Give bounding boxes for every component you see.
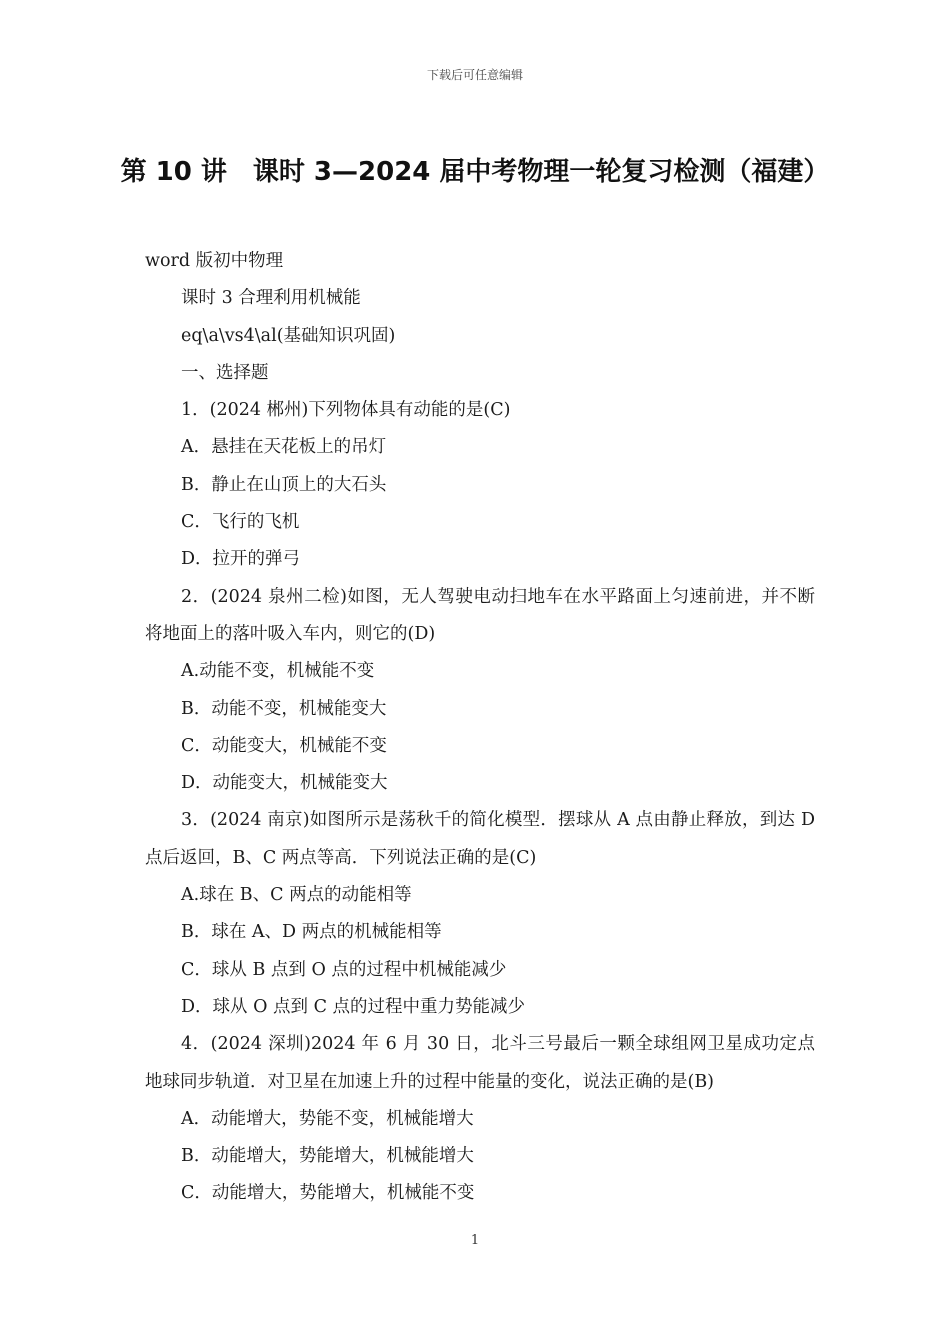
section-label: eq\a\vs4\al(基础知识巩固): [181, 325, 396, 346]
page-header: 下载后可任意编辑: [426, 68, 523, 82]
option-3d: D．球从 O 点到 C 点的过程中重力势能减少: [181, 996, 526, 1017]
option-3b: B．球在 A、D 两点的机械能相等: [181, 922, 442, 943]
document-title: 第 10 讲 课时 3—2024 届中考物理一轮复习检测（福建）: [120, 157, 830, 187]
section-heading: 一、选择题: [181, 362, 269, 383]
option-1b: B．静止在山顶上的大石头: [181, 474, 387, 495]
option-2d: D．动能变大，机械能变大: [181, 773, 388, 794]
document-body: [145, 243, 815, 1213]
option-2c: C．动能变大，机械能不变: [181, 735, 387, 756]
option-4c: C．动能增大，势能增大，机械能不变: [181, 1183, 475, 1204]
question-1: 1．(2024 郴州)下列物体具有动能的是(C): [181, 400, 511, 421]
subject-line: word 版初中物理: [145, 251, 284, 271]
option-1c: C．飞行的飞机: [181, 512, 300, 533]
option-2b: B．动能不变，机械能变大: [181, 698, 387, 719]
page-number: 1: [470, 1233, 480, 1248]
option-1d: D．拉开的弹弓: [181, 549, 301, 570]
option-4b: B．动能增大，势能增大，机械能增大: [181, 1146, 474, 1167]
question-4: 4．(2024 深圳)2024 年 6 月 30 日，北斗三号最后一颗全球组网卫星成功定点地球同步轨道．对卫星在加速上升的过程中能量的变化，说法正确的是(B): [145, 1034, 815, 1092]
question-3: 3．(2024 南京)如图所示是荡秋千的简化模型．摆球从 A 点由静止释放，到达 D 点后返回，B、C 两点等高．下列说法正确的是(C): [145, 810, 815, 868]
option-4a: A．动能增大，势能不变，机械能增大: [181, 1108, 474, 1129]
question-2: 2．(2024 泉州二检)如图，无人驾驶电动扫地车在水平路面上匀速前进，并不断将地面上的落叶吸入车内，则它的(D): [145, 586, 815, 644]
option-3c: C．球从 B 点到 O 点的过程中机械能减少: [181, 959, 507, 980]
option-1a: A．悬挂在天花板上的吊灯: [181, 437, 387, 458]
lesson-heading: 课时 3 合理利用机械能: [181, 288, 361, 309]
option-3a: A.球在 B、C 两点的动能相等: [181, 885, 412, 906]
option-2a: A.动能不变，机械能不变: [181, 661, 375, 682]
